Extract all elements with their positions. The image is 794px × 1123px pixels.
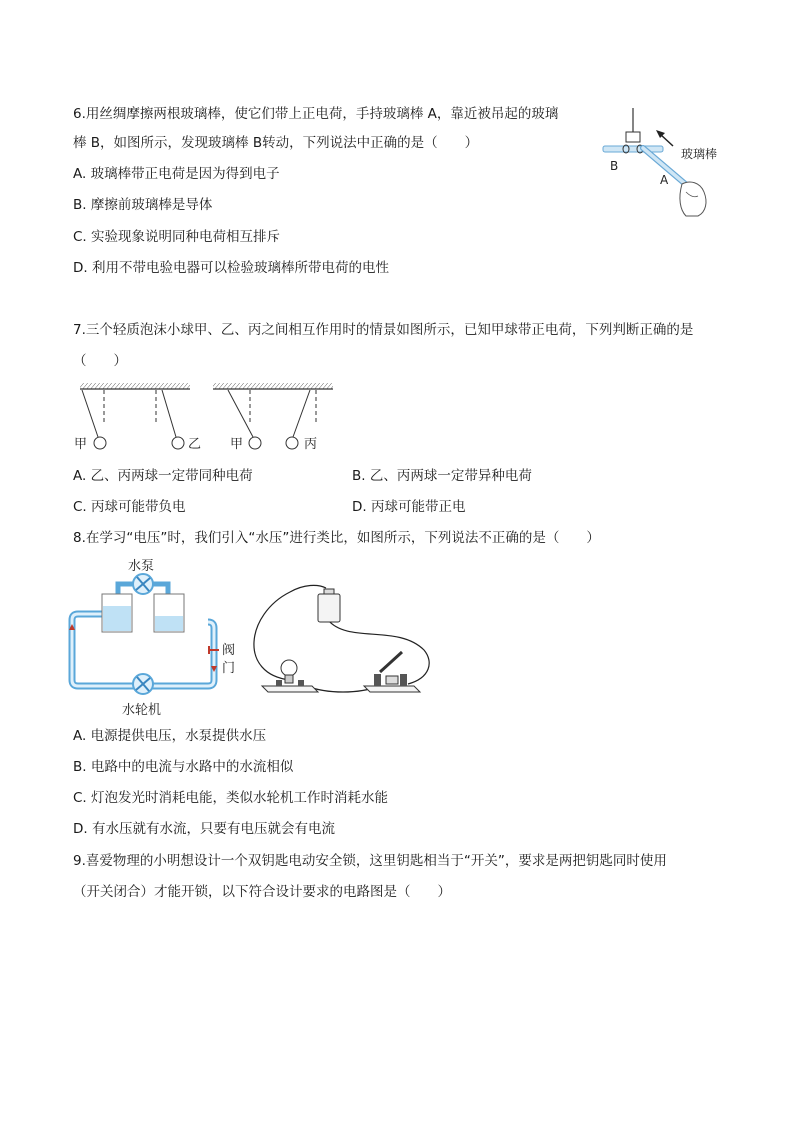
pump-label: 水泵	[128, 559, 155, 574]
q7-option-d[interactable]: D. 丙球可能带正电	[352, 499, 466, 515]
q9-stem-line1: 9.喜爱物理的小明想设计一个双钥匙电动安全锁，这里钥匙相当于“开关”，要求是两把钥匙同时使用	[73, 853, 667, 869]
q8-option-a[interactable]: A. 电源提供电压，水泵提供水压	[73, 728, 267, 744]
q8-stem: 8.在学习“电压”时，我们引入“水压”进行类比，如图所示，下列说法不正确的是（ ）	[73, 530, 600, 546]
water-turbine-icon	[133, 674, 153, 694]
q6-option-a[interactable]: A. 玻璃棒带正电荷是因为得到电子	[73, 166, 280, 182]
q6-figure	[598, 100, 728, 220]
ball-yi-label: 乙	[188, 437, 202, 452]
right-suspension	[213, 383, 333, 452]
q9-stem-line2: （开关闭合）才能开锁，以下符合设计要求的电路图是（ ）	[73, 884, 451, 900]
ball-jia-left-label: 甲	[74, 437, 88, 452]
q7-stem-line2: （ ）	[73, 353, 127, 369]
q7-option-c[interactable]: C. 丙球可能带负电	[73, 499, 186, 515]
valve-label-1: 阀	[222, 643, 236, 658]
q7-option-a[interactable]: A. 乙、丙两球一定带同种电荷	[73, 468, 253, 484]
ball-bing-label: 丙	[304, 437, 318, 452]
label-a: A	[660, 173, 669, 187]
electric-circuit	[254, 585, 429, 692]
q8-option-c[interactable]: C. 灯泡发光时消耗电能，类似水轮机工作时消耗水能	[73, 790, 389, 806]
q7-figure	[70, 380, 340, 455]
q8-figure	[68, 554, 440, 719]
q6-option-c[interactable]: C. 实验现象说明同种电荷相互排斥	[73, 229, 281, 245]
switch-icon	[364, 652, 420, 692]
q6-option-b[interactable]: B. 摩擦前玻璃棒是导体	[73, 197, 213, 213]
q6-stem-line2: 棒 B，如图所示，发现玻璃棒 B转动，下列说法中正确的是（ ）	[73, 135, 479, 151]
ball-jia-right-label: 甲	[230, 437, 244, 452]
q8-option-d[interactable]: D. 有水压就有水流，只要有电压就会有电流	[73, 821, 335, 837]
q7-option-b[interactable]: B. 乙、丙两球一定带异种电荷	[352, 468, 532, 484]
battery-icon	[318, 589, 340, 622]
q8-option-b[interactable]: B. 电路中的电流与水路中的水流相似	[73, 759, 294, 775]
valve-label-2: 门	[222, 661, 236, 676]
light-bulb-icon	[262, 660, 318, 692]
hand-icon	[680, 182, 706, 216]
q6-option-d[interactable]: D. 利用不带电验电器可以检验玻璃棒所带电荷的电性	[73, 260, 389, 276]
water-pump-icon	[133, 574, 153, 594]
q7-stem-line1: 7.三个轻质泡沫小球甲、乙、丙之间相互作用时的情景如图所示，已知甲球带正电荷，下列判断正确的是	[73, 322, 694, 338]
glass-rod-b	[603, 145, 663, 153]
left-suspension	[74, 383, 201, 452]
q6-stem-line1: 6.用丝绸摩擦两根玻璃棒，使它们带上正电荷，手持玻璃棒 A，靠近被吊起的玻璃	[73, 106, 559, 122]
label-glass-rod: 玻璃棒	[681, 147, 718, 161]
turbine-label: 水轮机	[122, 703, 162, 718]
label-b: B	[610, 159, 619, 173]
water-circuit	[69, 558, 235, 718]
